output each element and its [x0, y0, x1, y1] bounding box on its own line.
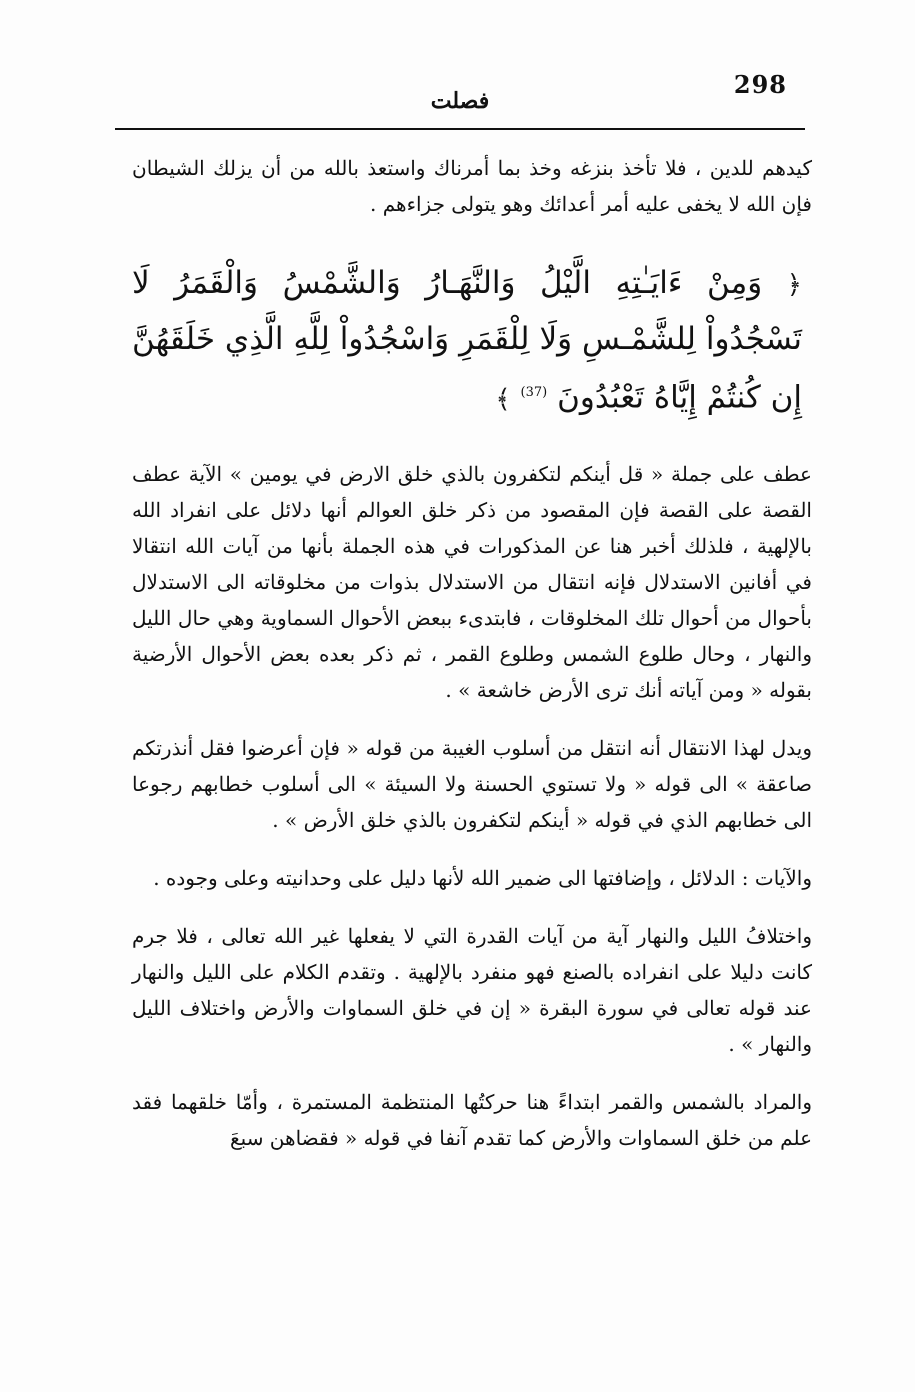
paragraph-5: والمراد بالشمس والقمر ابتداءً هنا حركتُها المنتظمة المستمرة ، وأمّا خلقهما فقد علم من خلق السماوات والأرض كما تقدم آنفا في قوله « فقضاهن سبعَ [132, 1090, 812, 1151]
verse-close-ornament: ﴾ [495, 384, 511, 415]
page-number: 298 [733, 70, 787, 99]
paragraph-2: ويدل لهذا الانتقال أنه انتقل من أسلوب الغيبة من قوله « فإن أعرضوا فقل أنذرتكم صاعقة » الى قوله « ولا تستوي الحسنة ولا السيئة » الى أسلوب خطابهم رجوعا الى خطابهم الذي في قوله « أينكم لتكفرون بالذي خلق الأرض » . [132, 736, 812, 833]
verse-open-ornament: ﴿ [786, 270, 802, 300]
page-header [115, 68, 805, 132]
quran-verse [132, 256, 812, 426]
surah-title: فصلت [430, 88, 490, 114]
header-divider [115, 128, 805, 130]
page-body [132, 150, 812, 1156]
paragraph-4: واختلافُ الليل والنهار آية من آيات القدرة التي لا يفعلها غير الله تعالى ، فلا جرم كانت دليلا على انفراده بالصنع فهو منفرد بالإلهية . وتقدم الكلام على الليل والنهار عند قوله تعالى في سورة البقرة « إن في خلق السماوات والأرض واختلاف الليل والنهار » . [132, 924, 812, 1057]
paragraph-3: والآيات : الدلائل ، وإضافتها الى ضمير الله لأنها دليل على وحدانيته وعلى وجوده . [153, 866, 812, 891]
verse-text: وَمِنْ ءَايَـٰتِهِ الَّيْلُ وَالنَّهَـارُ وَالشَّمْسُ وَالْقَمَرُ لَا تَسْجُدُواْ لِلشَّمْـسِ وَلَا لِلْقَمَرِ وَاسْجُدُواْ لِلَّهِ الَّذِي خَلَقَهُنَّ إِن كُنتُمْ إِيَّاهُ تَعْبُدُونَ [132, 265, 802, 416]
paragraph-1: عطف على جملة « قل أينكم لتكفرون بالذي خلق الارض في يومين » الآية عطف القصة على القصة فإن المقصود من ذكر خلق العوالم أنها دلائل على انفراد الله بالإلهية ، فلذلك أخبر هنا عن المذكورات في هذه الجملة بأنها من آيات الله انتقالا في أفانين الاستدلال فإنه انتقال من الاستدلال بذوات من مخلوقاته الى الاستدلال بأحوال من أحوال تلك المخلوقات ، فابتدىء ببعض الأحوال السماوية وهي حال الليل والنهار ، وحال طلوع الشمس وطلوع القمر ، ثم ذكر بعده بعض الأحوال الأرضية بقوله « ومن آياته أنك ترى الأرض خاشعة » . [132, 462, 812, 703]
verse-number: (37) [520, 385, 548, 400]
intro-paragraph: كيدهم للدين ، فلا تأخذ بنزغه وخذ بما أمرناك واستعذ بالله من أن يزلك الشيطان فإن الله لا يخفى عليه أمر أعدائك وهو يتولى جزاءهم . [132, 156, 812, 216]
